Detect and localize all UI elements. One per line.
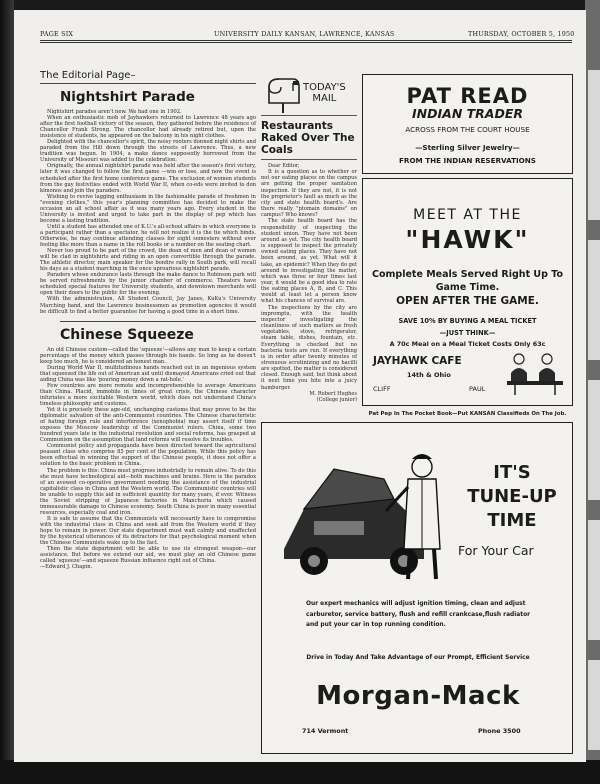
- todays-mail-line2: MAIL: [312, 93, 337, 104]
- paragraph: Nightshirt parades aren't new. We had one in 1902.: [47, 109, 182, 115]
- jayhawk-cafe-ad: [362, 178, 573, 406]
- paragraph: Then the state department will be able to use its strongest weapon—our assistance. But before we extend our aid, we must play an old Chinese game called 'squeeze'—and squeeze Russian influence right out of China.: [40, 546, 256, 565]
- todays-mail-masthead: [261, 70, 357, 116]
- pat-read-reservations: FROM THE INDIAN RESERVATIONS: [399, 156, 536, 165]
- paragraph: When an enthusiastic mob of Jayhawkers returned to Lawrence 48 years ago after the first football victory of the season, they gathered before the residence of Chancellor Frank Strong. The chancellor had already retired but, upon the insistence of students, he appeared on the balcony in his night clothes.: [40, 115, 256, 140]
- nightshirt-headline: Nightshirt Parade: [60, 89, 195, 105]
- paper-name: UNIVERSITY DAILY KANSAN, LAWRENCE, KANSAS: [214, 30, 395, 38]
- owner-paul: PAUL: [469, 385, 486, 393]
- scan-edge-right: [585, 0, 600, 784]
- issue-date: THURSDAY, OCTOBER 5, 1950: [468, 30, 575, 38]
- newspaper-page: [14, 10, 586, 762]
- just-think-text: —JUST THINK—: [439, 329, 496, 337]
- letters-column: [261, 70, 357, 403]
- chinese-body: [40, 347, 256, 571]
- morgan-mack-street: 714 Vermont: [302, 727, 349, 735]
- pat-read-ad: [362, 74, 573, 174]
- service-description: Our expert mechanics will adjust ignition timing, clean and adjust carburetor, service battery, flush and refill crankcase,flush radiator and put your car in top running condition.: [306, 601, 531, 628]
- meet-at-text: MEET AT THE: [413, 207, 522, 223]
- diners-illustration: [503, 349, 567, 395]
- paragraph: It is safe to assume that the Communists will necessarily have to compromise with the industrial class in China and seek aid from the Western world if they hope to remain in power. Our state department must wait calmly and unaffected by the hysterical utterances of its detractors for that psychological moment when the Chinese Communists wake up to the fact.: [40, 515, 256, 547]
- cafe-name: JAYHAWK CAFE: [373, 355, 462, 367]
- paragraph: With the administration, All Student Council, Jay Janes, KuKu's University Marching band, and the Lawrence businessmen as promotion agencies it would be difficult to find a better guarantee for having a good time in a short time.: [40, 296, 256, 315]
- tune-up-headline: IT'S TUNE-UP TIME: [467, 462, 557, 531]
- letter-signature: M. Robert Hughes: [309, 390, 357, 397]
- meal-ticket-text: A 70c Meal on a Meal Ticket Costs Only 63c: [389, 340, 546, 348]
- paragraph: Never too proud to be part of the crowd, the dean of men and dean of women will be clad in nightshirts and riding in an open convertible through the parade. The athletic director, main speaker for the bonfire rally in South park, will recall his days as a student marching in the once uproarious nightshirt parade.: [40, 248, 256, 273]
- scan-edge-left: [0, 0, 14, 784]
- paragraph: The state health board has the responsibility of inspecting the student union. They have not been around as yet. The city health board is supposed to inspect the privately owned eating places. They have not been around, as yet. What will it take, an epidemic? When they do get around to investigating the matter, which was three or four times last year, it would be a good idea to rate the eating places A, B, and C. This would at least let a person know what his chances of survival are.: [261, 218, 357, 305]
- letter-signature-role: (College junior): [316, 396, 357, 403]
- todays-mail-label: [303, 82, 346, 104]
- paragraph: Few countries are more remote and incomprehensible to average Americans than China. Placid, immobile in times of great crisis, the Chinese character infuriates a more excitable Western world, which does not understand China's timeless philosophy and customs.: [40, 382, 256, 408]
- paragraph: Delighted with the chancellor's spirit, the noisy rooters donned night shirts and paraded from the Hill down through the streets of Lawrence. Thus, a new tradition was begun. In 1904, a make dance supposedly borrowed from the University of Missouri was added to the celebration.: [40, 139, 256, 164]
- paragraph: The inspections by the city are impromptu, with the health inspector investigating the cleanliness of such matters as fresh vegetables, stove, refrigerator, steam table, dishes, fountain, etc. Everything is checked but no bacteria tests are run. If everything is in order after twenty minutes of strenuous scrutinizing and no bacilli are spotted, the matter is considered closed. Enough said, but think about it next time you bite into a juicy hamburger.: [261, 304, 357, 391]
- owner-cliff: CLIFF: [373, 385, 391, 393]
- for-your-car-text: For Your Car: [458, 543, 534, 558]
- nightshirt-body: [40, 109, 256, 315]
- morgan-mack-ad: [261, 422, 573, 754]
- pat-read-jewelry: —Sterling Silver Jewelry—: [415, 143, 520, 152]
- header-rule: [40, 40, 572, 41]
- letter-headline: Restaurants Raked Over The Coals: [261, 120, 357, 160]
- scan-edge-bottom: [0, 760, 600, 784]
- paragraph: Wishing to revive lagging enthusiasm in the fashionable parade of freshmen in "evening clothes," this year's planning committee has decided to make the occasion an all school affair as it was many years ago. Every student in the University is invited and urged to take part in the display of pep which has become a lasting tradition.: [40, 193, 256, 224]
- pat-read-name: PAT READ: [406, 84, 529, 108]
- drive-in-text: Drive in Today And Take Advantage of our Prompt, Efficient Service: [306, 655, 530, 661]
- paragraph: Originally, the annual nightshirt parade was held after the season's first victory, later it was changed to follow the first game —win or lose, and now the event is scheduled after the first home conference game. The exclusion of women students from the gay festivities ended with World War II, when co-eds were invited to don kimonos and join the paraders.: [40, 163, 256, 194]
- paragraph: The problem is this: China must progress industrially to remain alive. To do this she must have technological aid—both machines and brains. Here is the paradox of an avowed co-operative government needing the assistance of the industrial capitalistic class in China and the Western world. The Communistic countries will be unable to supply this aid in sufficient quantity for many years, if ever. Witness the Soviet stripping of Japanese factories in Manchuria which caused immeasurable damage to Chinese economy. South China is poor in many essential resources, especially coal and iron.: [40, 467, 256, 516]
- section-label: The Editorial Page–: [40, 70, 256, 84]
- mechanic-car-illustration: [274, 439, 454, 589]
- save-text: SAVE 10% BY BUYING A MEAL TICKET: [398, 317, 537, 325]
- pat-read-location: ACROSS FROM THE COURT HOUSE: [405, 125, 530, 134]
- paragraph: Yet it is precisely these age-old, unchanging customs that may prove to be the diplomatic salvation of the anti-Communist countries. The Chinese characteristic of hating foreign rule and interference (xenophobia) may assert itself if time exposes the Moscow leadership of the Communist rulers. China, some two hundred years late in the industrial revolution and social reforms, has grasped at Communism on the assumption that land reforms will resolve its troubles.: [40, 407, 256, 444]
- paragraph: Until a student has attended one of K.U.'s all-school affairs in which everyone is a participant rather than a spectator, he will not realize it is the tie which binds. Otherwise, he may continue attending classes for eight semesters without ever feeling like more than a name in the roll books or a number on the seating chart.: [40, 223, 256, 249]
- paragraph: It is a question as to whether or not our eating places on the campus are getting the proper sanitation inspection. If they are not, it is not the proprietor's fault as much as the city and state health board's. Are there really "ptomain domains" on campus? Who knows?: [261, 169, 357, 219]
- editorial-column: [40, 70, 256, 570]
- morgan-mack-phone: Phone 3500: [478, 727, 521, 735]
- mailbox-icon: [263, 73, 303, 113]
- header-rule-2: [40, 42, 572, 43]
- paragraph: Paraders whose endurance lasts through the make dance to Robinson park will be served refreshments by the junior chamber of commerce. Theaters have scheduled special features for University students, and downtown merchants will open their doors to the public for the evening.: [40, 272, 256, 297]
- paragraph: An old Chinese custom—called the 'squeeze'—allows any man to keep a certain percentage of the money which passes through his hands. So long as he doesn't keep too much, he is considered an honest man.: [40, 346, 256, 365]
- pat-read-subtitle: INDIAN TRADER: [412, 106, 523, 121]
- paragraph: Dear Editor,: [268, 163, 300, 169]
- paragraph: Communist policy and propaganda have been directed toward the agricultural peasant class who comprise 85 per cent of the population. While this policy has been effectual in winning the support of the Chinese people, it does not offer a solution to the basic problem in China.: [40, 443, 256, 468]
- page-number: PAGE SIX: [40, 30, 74, 38]
- byline: —Edward J. Chapin.: [40, 564, 93, 571]
- meals-text: Complete Meals Served Right Up To Game Time.: [372, 269, 563, 293]
- hawk-text: "HAWK": [405, 225, 530, 254]
- morgan-mack-brand: Morgan-Mack: [316, 681, 520, 711]
- todays-mail-line1: TODAY'S: [303, 82, 346, 93]
- chinese-headline: Chinese Squeeze: [60, 321, 256, 343]
- classifieds-tagline: Pat Pep In The Pocket Book—Put KANSAN Classifieds On The Job.: [368, 411, 567, 417]
- letter-body: [261, 163, 357, 403]
- open-after-game-text: OPEN AFTER THE GAME.: [396, 295, 539, 307]
- cafe-address: 14th & Ohio: [407, 371, 451, 379]
- paragraph: During World War II, multitudinous hands reached out in an ingenious system that squeezed the life out of American aid until dismayed Americans cried out that aiding China was like 'pouring money down a rat-hole.': [40, 364, 256, 383]
